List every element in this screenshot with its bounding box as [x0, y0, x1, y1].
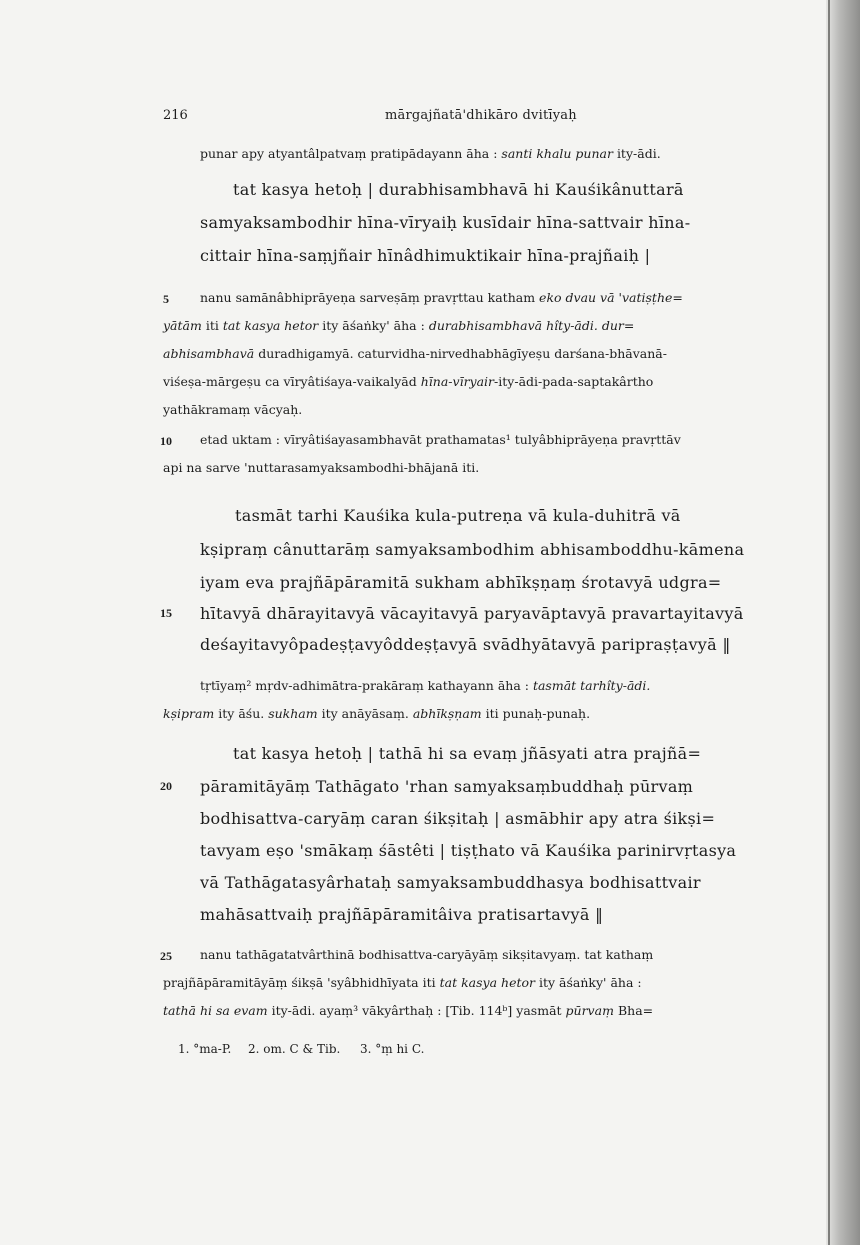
sutra2-line-1: tasmāt tarhi Kauśika kula-putreṇa vā kula-duhitrā vā	[235, 506, 681, 525]
comm1-lemma: hîty-ādi.	[546, 318, 598, 333]
comm2-line-1: etad uktam : vīryâtiśayasambhavāt prathamatas¹ tulyâbhiprāyeṇa pravṛttāv	[200, 432, 681, 447]
comm1-lemma: hīna-vīryair	[420, 374, 495, 389]
comm1-line-3	[163, 346, 667, 361]
comm3-text: iti punaḥ-punaḥ.	[485, 706, 591, 721]
running-title: mārgajñatā'dhikāro dvitīyaḥ	[385, 108, 577, 123]
comm4-line-2	[163, 975, 642, 990]
comm1-text: duradhigamyā. caturvidha-nirvedhabhāgīyeṣu darśana-bhāvanā-	[258, 346, 667, 361]
intro-lemma: santi khalu punar	[501, 146, 613, 161]
comm3-lemma: tasmāt tarhîty-ādi.	[532, 678, 651, 693]
comm1-text: ity āśaṅky' āha :	[322, 318, 425, 333]
sutra1-line-3: cittair hīna-saṃjñair hīnâdhimuktikair hīna-prajñaiḥ |	[200, 246, 651, 265]
comm1-line-1	[200, 290, 683, 305]
comm3-lemma: abhīkṣṇam	[412, 706, 482, 721]
sutra3-line-6: mahāsattvaiḥ prajñāpāramitâiva pratisartavyā ‖	[200, 905, 604, 924]
footnote-2: 2. om. C & Tib.	[248, 1042, 341, 1056]
comm1-line-5: yathākramaṃ vācyaḥ.	[163, 402, 303, 417]
comm4-lemma: tat kasya hetor	[439, 975, 535, 990]
comm1-lemma: abhisambhavā	[163, 346, 255, 361]
intro-post: ity-ādi.	[616, 146, 661, 161]
comm4-text: Bha=	[617, 1003, 654, 1018]
line-number-20: 20	[160, 779, 172, 793]
sutra2-line-3: iyam eva prajñāpāramitā sukham abhīkṣṇaṃ śrotavyā udgra=	[200, 573, 722, 592]
sutra3-line-5: vā Tathāgatasyârhataḥ samyaksambuddhasya bodhisattvair	[200, 873, 701, 892]
comm3-text: ity āśu.	[218, 706, 265, 721]
comm4-line-1: nanu tathāgatatvârthinā bodhisattva-caryāyāṃ sikṣitavyaṃ. tat kathaṃ	[200, 947, 654, 962]
line-number-10: 10	[160, 434, 172, 448]
comm1-text: -ity-ādi-pada-saptakârtho	[494, 374, 654, 389]
comm3-text: tṛtīyaṃ² mṛdv-adhimātra-prakāraṃ kathayann āha :	[200, 678, 529, 693]
comm3-text: ity anāyāsaṃ.	[321, 706, 409, 721]
page-number: 216	[163, 108, 188, 123]
comm1-text: viśeṣa-mārgeṣu ca vīryâtiśaya-vaikalyād	[163, 374, 417, 389]
line-number-5: 5	[163, 292, 169, 306]
comm4-text: ity āśaṅky' āha :	[538, 975, 642, 990]
intro-text: punar apy atyantâlpatvaṃ pratipādayann āha :	[200, 146, 498, 161]
comm3-line-1	[200, 678, 650, 693]
sutra3-line-2: pāramitāyāṃ Tathāgato 'rhan samyaksaṃbuddhaḥ pūrvaṃ	[200, 777, 694, 796]
comm1-line-2	[163, 318, 634, 333]
comm4-text: ity-ādi. ayaṃ³ vākyârthaḥ : [Tib. 114ᵇ] yasmāt	[271, 1003, 562, 1018]
comm1-lemma: dur=	[601, 318, 635, 333]
comm4-lemma: tathā hi sa evam	[163, 1003, 268, 1018]
sutra3-line-4: tavyam eṣo 'smākaṃ śāstêti | tiṣṭhato vā Kauśika parinirvṛtasya	[200, 841, 737, 860]
footnote-3: 3. °ṃ hi C.	[360, 1042, 425, 1056]
comm1-lemma: durabhisambhavā	[428, 318, 543, 333]
sutra1-line-1: tat kasya hetoḥ | durabhisambhavā hi Kauśikânuttarā	[233, 180, 684, 199]
page-edge-shadow	[826, 0, 860, 1245]
footnote-1: 1. °ma-P.	[178, 1042, 232, 1056]
comm4-line-3	[163, 1003, 653, 1018]
sutra3-line-1: tat kasya hetoḥ | tathā hi sa evaṃ jñāsyati atra prajñā=	[233, 744, 702, 763]
page-edge-line	[828, 0, 830, 1245]
sutra2-line-5: deśayitavyôpadeṣṭavyôddeṣṭavyā svādhyātavyā paripraṣṭavyā ‖	[200, 635, 731, 654]
comm1-lemma: eko dvau vā 'vatiṣṭhe=	[539, 290, 683, 305]
comm1-text: iti	[205, 318, 219, 333]
comm2-line-2: api na sarve 'nuttarasamyaksambodhi-bhājanā iti.	[163, 460, 480, 475]
line-number-25: 25	[160, 949, 172, 963]
comm4-lemma: pūrvaṃ	[565, 1003, 614, 1018]
sutra3-line-3: bodhisattva-caryāṃ caran śikṣitaḥ | asmābhir apy atra śikṣi=	[200, 809, 716, 828]
comm1-lemma: tat kasya hetor	[222, 318, 319, 333]
sutra2-line-2: kṣipraṃ cânuttarāṃ samyaksambodhim abhisamboddhu-kāmena	[200, 540, 745, 559]
intro-line	[200, 146, 661, 161]
comm1-lemma: yātām	[163, 318, 202, 333]
comm1-line-4	[163, 374, 653, 389]
sutra2-line-4: hītavyā dhārayitavyā vācayitavyā paryavāptavyā pravartayitavyā	[200, 604, 744, 623]
line-number-15: 15	[160, 606, 172, 620]
comm3-line-2	[163, 706, 590, 721]
comm4-text: prajñāpāramitāyāṃ śikṣā 'syâbhidhīyata iti	[163, 975, 436, 990]
comm1-text: nanu samānâbhiprāyeṇa sarveṣāṃ pravṛttau katham	[200, 290, 536, 305]
sutra1-line-2: samyaksambodhir hīna-vīryaiḥ kusīdair hīna-sattvair hīna-	[200, 213, 691, 232]
comm3-lemma: sukham	[268, 706, 318, 721]
comm3-lemma: kṣipram	[163, 706, 215, 721]
